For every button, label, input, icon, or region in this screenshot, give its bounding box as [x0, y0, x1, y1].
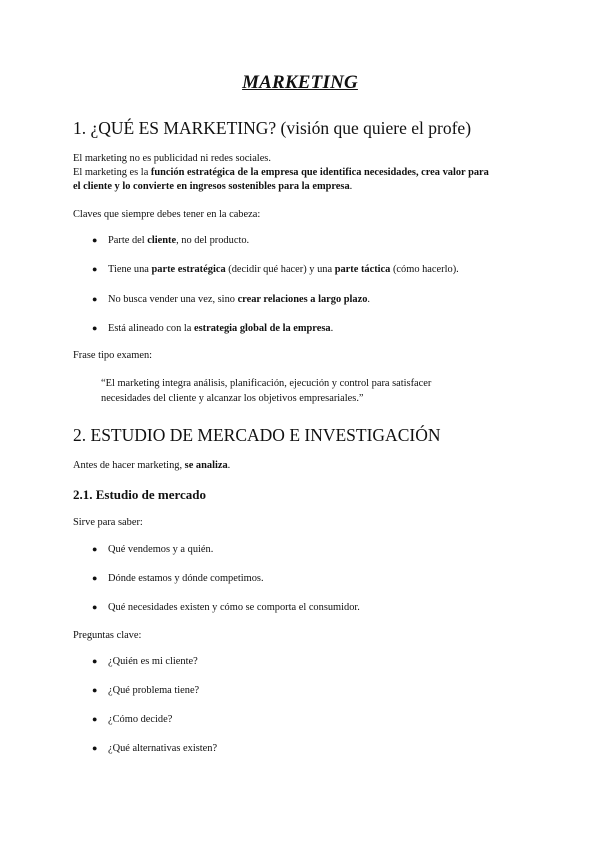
- list-item-bold: parte táctica: [334, 264, 391, 275]
- sirve-intro: Sirve para saber:: [73, 517, 143, 528]
- paragraph-bold: función estratégica de la empresa que identifica necesidades, crea valor para: [150, 167, 489, 178]
- exam-quote-line1: “El marketing integra análisis, planificación, ejecución y control para satisfacer: [101, 378, 432, 389]
- bullet-icon: ●: [92, 573, 98, 583]
- section1-heading: 1. ¿QUÉ ES MARKETING? (visión que quiere el profe): [73, 118, 472, 138]
- list-item: [92, 714, 172, 725]
- list-item: [92, 656, 198, 667]
- list-item-text: Dónde estamos y dónde competimos.: [108, 573, 264, 584]
- list-item-text: ¿Cómo decide?: [108, 714, 173, 725]
- list-item-text: No busca vender una vez, sino: [108, 294, 238, 305]
- list-item-bold: cliente: [147, 235, 177, 246]
- frase-intro: Frase tipo examen:: [73, 350, 153, 361]
- paragraph-bold: el cliente y lo convierte en ingresos sostenibles para la empresa: [73, 181, 350, 192]
- list-item-text: Qué necesidades existen y cómo se comporta el consumidor.: [108, 602, 360, 613]
- bullet-icon: ●: [92, 294, 98, 304]
- list-item: [92, 235, 249, 246]
- list-item: [92, 685, 199, 696]
- preguntas-intro: Preguntas clave:: [73, 630, 142, 641]
- list-item: [92, 743, 217, 754]
- claves-intro: Claves que siempre debes tener en la cabeza:: [73, 209, 261, 220]
- bullet-icon: ●: [92, 264, 98, 274]
- paragraph-text: Antes de hacer marketing,: [73, 460, 185, 471]
- list-item: [92, 544, 213, 555]
- list-item-text: .: [367, 294, 371, 305]
- list-item-text: Qué vendemos y a quién.: [108, 544, 214, 555]
- list-item: [92, 573, 264, 584]
- bullet-icon: ●: [92, 323, 98, 333]
- bullet-icon: ●: [92, 685, 98, 695]
- bullet-icon: ●: [92, 656, 98, 666]
- list-item: [92, 602, 360, 613]
- paragraph-text: .: [227, 460, 231, 471]
- bullet-icon: ●: [92, 743, 98, 753]
- section2-heading: 2. ESTUDIO DE MERCADO E INVESTIGACIÓN: [73, 425, 441, 445]
- bullet-icon: ●: [92, 235, 98, 245]
- paragraph-bold: se analiza: [184, 460, 228, 471]
- list-item: [92, 323, 333, 334]
- list-item-text: Tiene una: [108, 264, 152, 275]
- list-item-text: Parte del: [108, 235, 148, 246]
- list-item-text: .: [330, 323, 334, 334]
- document-title: MARKETING: [242, 72, 358, 93]
- list-item: [92, 294, 370, 305]
- list-item-text: ¿Qué alternativas existen?: [108, 743, 218, 754]
- bullet-icon: ●: [92, 602, 98, 612]
- list-item-bold: parte estratégica: [151, 264, 226, 275]
- paragraph-text: .: [349, 181, 353, 192]
- bullet-icon: ●: [92, 714, 98, 724]
- paragraph-text: El marketing es la: [73, 167, 151, 178]
- section1-paragraph-1: El marketing no es publicidad ni redes sociales.: [73, 153, 271, 164]
- subsection-heading: 2.1. Estudio de mercado: [73, 487, 207, 502]
- list-item-text: , no del producto.: [176, 235, 250, 246]
- list-item-text: (cómo hacerlo).: [390, 264, 459, 275]
- list-item-text: Está alineado con la: [108, 323, 194, 334]
- section2-intro: [73, 459, 230, 473]
- bullet-icon: ●: [92, 544, 98, 554]
- list-item-text: ¿Qué problema tiene?: [108, 685, 200, 696]
- list-item-bold: estrategia global de la empresa: [193, 323, 331, 334]
- list-item-bold: crear relaciones a largo plazo: [237, 294, 368, 305]
- list-item: [92, 264, 459, 275]
- section1-paragraph-2-line2: [73, 180, 352, 194]
- section1-paragraph-2-line1: [73, 166, 489, 180]
- list-item-text: (decidir qué hacer) y una: [225, 264, 335, 275]
- exam-quote-line2: necesidades del cliente y alcanzar los objetivos empresariales.”: [101, 393, 364, 404]
- list-item-text: ¿Quién es mi cliente?: [108, 656, 198, 667]
